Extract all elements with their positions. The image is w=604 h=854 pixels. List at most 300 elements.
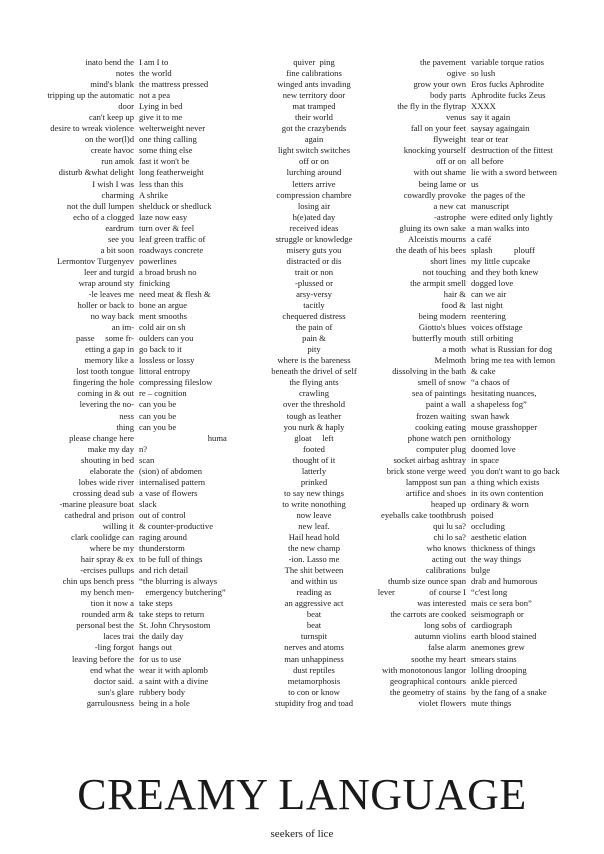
poem-line: you nurk & haply xyxy=(283,421,345,432)
poem-line: venus xyxy=(445,112,466,123)
poem-line: artifice and shoes xyxy=(405,487,466,498)
poem-line: mind's blank xyxy=(90,79,134,90)
poem-line: anemones grew xyxy=(471,642,525,653)
poem-line: light switch switches xyxy=(277,145,351,156)
poem-line: & counter-productive xyxy=(139,520,214,531)
poem-line: mouse grasshopper xyxy=(471,421,538,432)
poem-line: food & xyxy=(441,300,466,311)
poem-line: Alceistis mourns xyxy=(407,233,466,244)
poem-line: letters arrive xyxy=(292,178,336,189)
poem-line: gluing its own sake xyxy=(399,222,466,233)
poem-line: Lermontov Turgenyev xyxy=(57,255,134,266)
poem-line: poised xyxy=(471,509,494,520)
poem-line: received ideas xyxy=(289,222,339,233)
poem-line: gloat left xyxy=(294,432,334,443)
poem-line: lobes wide river xyxy=(78,476,134,487)
poem-line: re – cognition xyxy=(139,388,187,399)
poem-line: leaf green traffic of xyxy=(139,233,206,244)
poem-line: aesthetic elation xyxy=(471,532,527,543)
poem-line: acting out xyxy=(431,554,466,565)
poem-line: on the wor(l)d xyxy=(84,134,134,145)
poem-line: bulge xyxy=(471,565,491,576)
poem-line: man unhappiness xyxy=(284,653,344,664)
poem-line: a vase of flowers xyxy=(139,487,198,498)
poem-line: passe some fr- xyxy=(75,333,134,344)
poem-line: and within us xyxy=(290,576,338,587)
poem-line: powerlines xyxy=(139,255,177,266)
poem-line: -ling forgot xyxy=(94,642,134,653)
poem-line: coming in & out xyxy=(77,388,134,399)
poem-line: run amok xyxy=(101,156,134,167)
poem-line: body parts xyxy=(429,90,466,101)
poem-line: still orbiting xyxy=(471,333,514,344)
poem-line: cowardly provoke xyxy=(403,189,466,200)
poem-column-4 xyxy=(300,57,466,709)
poem-line: crossing dead sub xyxy=(72,487,134,498)
poem-line: welterweight never xyxy=(139,123,206,134)
poem-line: -astrophe xyxy=(434,211,466,222)
poem-line: charming xyxy=(101,189,134,200)
poem-line: a moth xyxy=(442,344,466,355)
poem-line: the new champ xyxy=(287,543,341,554)
poem-line: etting a gap in xyxy=(85,344,134,355)
poem-line: lurching around xyxy=(286,167,342,178)
poem-line: dust reptiles xyxy=(293,664,335,675)
poem-line: ankle pierced xyxy=(471,675,518,686)
poem-line: new territory door xyxy=(282,90,346,101)
poem-line: tear or tear xyxy=(471,134,509,145)
poem-line: thunderstorm xyxy=(139,543,185,554)
poem-line: inato bend the xyxy=(85,57,134,67)
poem-line: a bit soon xyxy=(100,244,134,255)
poem-line: & cake xyxy=(471,366,496,377)
poem-line: over the threshold xyxy=(282,399,346,410)
poem-line: a thing which exists xyxy=(471,476,540,487)
poem-line: willing it xyxy=(102,520,134,531)
poem-line: clark coolidge can xyxy=(71,532,134,543)
poem-line: lever of course I xyxy=(377,587,466,598)
poem-line: where is the bareness xyxy=(277,355,351,366)
poem-line: who knows xyxy=(426,543,466,554)
poem-line: stupidity frog and toad xyxy=(274,697,354,708)
poem-line: compressing fileslow xyxy=(139,377,213,388)
poem-line: thumb size ounce span xyxy=(387,576,466,587)
poem-line: (sion) of abdomen xyxy=(139,465,203,476)
poem-line: need meat & flesh & xyxy=(139,288,211,299)
poem-line: butterfly mouth xyxy=(412,333,466,344)
poem-line: and they both knew xyxy=(471,266,539,277)
poem-line: door xyxy=(118,101,134,112)
poem-line: tripping up the automatic xyxy=(47,90,134,101)
poem-line: was interested xyxy=(417,598,466,609)
poem-line: thing xyxy=(116,421,134,432)
poem-line: a café xyxy=(471,233,492,244)
poem-line: laze now easy xyxy=(139,211,188,222)
poem-line: not the dull lumpen xyxy=(66,200,134,211)
poem-line: take steps to return xyxy=(139,609,205,620)
poem-line: lie with a sword between xyxy=(471,167,557,178)
poem-line: a man walks into xyxy=(471,222,530,233)
poem-line: my bench men- xyxy=(80,587,134,598)
poem-line: prinked xyxy=(300,476,328,487)
poem-line: winged ants invading xyxy=(277,79,351,90)
poem-line: ordinary & worn xyxy=(471,498,529,509)
poem-line: shelduck or shedluck xyxy=(139,200,212,211)
poem-line: pity xyxy=(307,344,321,355)
poem-line: what is Russian for dog xyxy=(471,344,553,355)
poem-line: an aggressive act xyxy=(284,598,344,609)
poem-line: smears stains xyxy=(471,653,517,664)
poem-line: n? xyxy=(139,443,148,454)
poem-line: the way things xyxy=(471,554,522,565)
poem-line: -le leaves me xyxy=(88,288,134,299)
poem-line: variable torque ratios xyxy=(471,57,545,67)
poem-line: leaving before the xyxy=(71,653,134,664)
poem-line: -ion. Lasso me xyxy=(288,554,340,565)
poem-line: reentering xyxy=(471,311,506,322)
poem-line: Hail head hold xyxy=(288,532,340,543)
poem-line: beat xyxy=(306,620,322,631)
poem-line: swan hawk xyxy=(471,410,510,421)
poem-line: tion it now a xyxy=(90,598,134,609)
poem-line: disturb &what delight xyxy=(58,167,134,178)
poem-line: “c'est long xyxy=(471,587,508,598)
poem-line: one thing calling xyxy=(139,134,197,145)
poem-column-1 xyxy=(0,57,134,709)
poem-title: CREAMY LANGUAGE xyxy=(77,770,527,819)
poem-line: fast it won't be xyxy=(139,156,190,167)
poem-line: “the blurring is always xyxy=(139,576,218,587)
poem-line: last night xyxy=(471,300,503,311)
poem-line: the armpit smell xyxy=(410,277,466,288)
poem-line: emergency butchering” xyxy=(139,587,226,598)
poem-line: earth blood stained xyxy=(471,631,537,642)
poem-line: calibrations xyxy=(425,565,466,576)
poem-line: the mattress pressed xyxy=(139,79,209,90)
poem-line: can you be xyxy=(139,410,177,421)
poem-line: internalised pattern xyxy=(139,476,206,487)
poem-line: elaborate the xyxy=(89,465,134,476)
poem-line: long sobs of xyxy=(423,620,466,631)
poem-line: take steps xyxy=(139,598,173,609)
poem-line: cooking eating xyxy=(415,421,466,432)
poem-line: to write nonothing xyxy=(282,498,346,509)
poem-line: doctor said. xyxy=(93,675,134,686)
poem-line: being in a hole xyxy=(139,697,190,708)
poem-line: wrap around sty xyxy=(78,277,134,288)
poem-line: Melmoth xyxy=(434,355,466,366)
poem-line: in its own contention xyxy=(471,487,544,498)
poem-line: littoral entropy xyxy=(139,366,191,377)
poem-line: brick stone verge weed xyxy=(386,465,466,476)
poem-line: metamorphosis xyxy=(287,675,341,686)
poem-line: all before xyxy=(471,156,504,167)
poem-line: voices offstage xyxy=(471,322,523,333)
poem-line: the fly in the flytrap xyxy=(397,101,466,112)
poem-line: “a chaos of xyxy=(471,377,510,388)
poem-line: tacitly xyxy=(303,300,325,311)
poem-line: Aphrodite fucks Zeus xyxy=(471,90,546,101)
poem-line: desire to wreak violence xyxy=(50,123,134,134)
poem-line: -plussed or xyxy=(295,277,333,288)
poem-line: with monotonous langor xyxy=(381,664,466,675)
poem-line: beneath the drivel of self xyxy=(271,366,357,377)
poem-line: paint a wall xyxy=(425,399,466,410)
poem-line: the carrots are cooked xyxy=(390,609,466,620)
poem-line: tough as leather xyxy=(286,410,342,421)
poem-line: turn over & feel xyxy=(139,222,195,233)
poem-line: computer plug xyxy=(416,443,466,454)
poem-line: splash plouff xyxy=(471,244,535,255)
poem-line: turnspit xyxy=(300,631,328,642)
poem-line: smell of snow xyxy=(417,377,466,388)
poem-line: give it to me xyxy=(139,112,183,123)
poem-line: by the fang of a snake xyxy=(471,686,547,697)
poem-line: ment smooths xyxy=(139,311,187,322)
poem-line: create havoc xyxy=(90,145,134,156)
poem-subtitle: seekers of lice xyxy=(270,828,334,840)
poem-line: now leave xyxy=(296,509,332,520)
poem-line: destruction of the fittest xyxy=(471,145,553,156)
poem-line: roadways concrete xyxy=(139,244,204,255)
poem-line: a shapeless fog” xyxy=(471,399,527,410)
poem-line: ness xyxy=(119,410,134,421)
poem-line: can you be xyxy=(139,399,177,410)
poem-line: got the crazybends xyxy=(281,123,347,134)
poem-line: occluding xyxy=(471,520,505,531)
poem-line: chequered distress xyxy=(282,311,346,322)
poem-line: manuscript xyxy=(471,200,510,211)
poem-line: notes xyxy=(115,68,134,79)
poem-line: being lame or xyxy=(418,178,466,189)
poem-line: make my day xyxy=(87,443,134,454)
poem-line: bring me tea with lemon xyxy=(471,355,556,366)
poem-line: crawling xyxy=(298,388,330,399)
poem-line: fall on your feet xyxy=(410,123,466,134)
poem-line: holler or back to xyxy=(77,300,134,311)
poem-line: rubbery body xyxy=(139,686,186,697)
poem-line: can you be xyxy=(139,421,177,432)
poem-line: a new cat xyxy=(433,200,466,211)
poem-line: ornithology xyxy=(471,432,512,443)
poem-line: levering the no- xyxy=(79,399,134,410)
poem-line: thought of it xyxy=(292,454,336,465)
poem-line: mute things xyxy=(471,697,512,708)
poem-line: a broad brush no xyxy=(139,266,197,277)
poem-line: in space xyxy=(471,454,499,465)
poem-line: their world xyxy=(295,112,333,123)
poem-line: rounded arm & xyxy=(81,609,134,620)
poem-line: the geometry of stains xyxy=(389,686,466,697)
poem-line: the pain of xyxy=(295,322,333,333)
poem-line: eardrum xyxy=(105,222,134,233)
poem-line: dogged love xyxy=(471,277,514,288)
poem-line: to be full of things xyxy=(139,554,203,565)
poem-line: the flying ants xyxy=(289,377,339,388)
poem-line: hangs out xyxy=(139,642,173,653)
poem-line: see you xyxy=(107,233,134,244)
poem-line: to con or know xyxy=(288,686,340,697)
poem-line: -marine pleasure boat xyxy=(59,498,134,509)
poem-line: fine calibrations xyxy=(286,68,342,79)
poem-line: to say new things xyxy=(284,487,344,498)
poem-line: lamppost sun pan xyxy=(405,476,466,487)
poem-line: saysay againgain xyxy=(471,123,530,134)
poem-line: laces trai xyxy=(103,631,134,642)
poem-line: off or on xyxy=(299,156,329,167)
poem-line: off or on xyxy=(436,156,466,167)
poem-line: cold air on sh xyxy=(139,322,186,333)
poem-line: and rich detail xyxy=(139,565,189,576)
poem-line: The shit between xyxy=(284,565,344,576)
poem-line: scan xyxy=(139,454,155,465)
poem-line: violet flowers xyxy=(418,697,466,708)
poem-line: out of control xyxy=(139,509,186,520)
poem-line: finicking xyxy=(139,277,171,288)
poem-line: were edited only lightly xyxy=(471,211,553,222)
poem-line: fingering the hole xyxy=(72,377,134,388)
poem-line: sun's glare xyxy=(97,686,134,697)
poem-line: chin ups bench press xyxy=(62,576,134,587)
poem-line: raging around xyxy=(139,532,187,543)
poem-line: I am I to xyxy=(139,57,169,67)
poem-line: the daily day xyxy=(139,631,184,642)
poem-line: false alarm xyxy=(428,642,466,653)
poem-line: please change here xyxy=(69,432,134,443)
poem-line: leer and turgid xyxy=(84,266,134,277)
poem-line: distracted or dis xyxy=(286,255,342,266)
poem-line: shouting in bed xyxy=(81,454,134,465)
poem-line: where be my xyxy=(89,543,134,554)
poem-line: doomed love xyxy=(471,443,516,454)
poem-line: slack xyxy=(139,498,157,509)
poem-line: memory like a xyxy=(84,355,134,366)
poem-line: nerves and atoms xyxy=(284,642,344,653)
poem-line: chi lo sa? xyxy=(433,532,466,543)
poem-line: trait or non xyxy=(294,266,334,277)
poem-line: bone an argue xyxy=(139,300,188,311)
poem-line: not a pea xyxy=(139,90,171,101)
poem-line: I wish I was xyxy=(92,178,134,189)
poem-line: quiver ping xyxy=(293,57,335,67)
poem-line: end what the xyxy=(90,664,134,675)
poem-line: wear it with aplomb xyxy=(139,664,208,675)
poem-line: hesitating nuances, xyxy=(471,388,537,399)
poem-line: being modern xyxy=(418,311,466,322)
poem-line: not touching xyxy=(422,266,466,277)
poem-line: thickness of things xyxy=(471,543,536,554)
poem-line: phone watch pen xyxy=(407,432,466,443)
poem-line: beat xyxy=(306,609,322,620)
poem-line: the pavement xyxy=(419,57,466,67)
poem-line: echo of a clogged xyxy=(73,211,134,222)
poem-line: for us to use xyxy=(139,653,182,664)
poem-line: can we air xyxy=(471,288,507,299)
poem-line: knocking yourself xyxy=(403,145,466,156)
poem-line: flyweight xyxy=(433,134,466,145)
poem-line: arsy-versy xyxy=(296,288,332,299)
poem-line: long featherweight xyxy=(139,167,204,178)
poem-line: eyeballs cake toothbrush xyxy=(381,509,466,520)
poem-line: ogive xyxy=(446,68,466,79)
poem-line: drab and humorous xyxy=(471,576,538,587)
poem-line: socket airbag ashtray xyxy=(393,454,466,465)
poem-line: Lying in bed xyxy=(139,101,183,112)
poem-line: hair spray & ex xyxy=(80,554,134,565)
poem-line: the world xyxy=(139,68,172,79)
poem-line: Eros fucks Aphrodite xyxy=(471,79,545,90)
poem-line: footed xyxy=(303,443,325,454)
poem-line: mais ce sera bon” xyxy=(471,598,532,609)
poem-line: hair & xyxy=(443,288,466,299)
poem-line: no way back xyxy=(90,311,134,322)
poem-line: some thing else xyxy=(139,145,193,156)
poem-line: reading as xyxy=(296,587,332,598)
poem-line: lossless or lossy xyxy=(139,355,195,366)
poem-line: soothe my heart xyxy=(411,653,466,664)
poem-line: short lines xyxy=(430,255,466,266)
poem-line: the pages of the xyxy=(471,189,526,200)
poem-line: sea of paintings xyxy=(412,388,466,399)
poem-line: my little cupcake xyxy=(471,255,531,266)
poem-line: misery guts you xyxy=(286,244,342,255)
poem-line: oulders can you xyxy=(139,333,194,344)
poem-line: dissolving in the bath xyxy=(392,366,466,377)
poem-line: lost tooth tongue xyxy=(76,366,134,377)
poem-line: pain & xyxy=(302,333,326,344)
poem-line: A shrike xyxy=(139,189,168,200)
poem-line: struggle or knowledge xyxy=(275,233,353,244)
poem-line: latterly xyxy=(301,465,327,476)
poem-line: lolling drooping xyxy=(471,664,527,675)
poem-line: so lush xyxy=(471,68,496,79)
poem-line: the death of his bees xyxy=(395,244,466,255)
poem-line: autumn violins xyxy=(414,631,466,642)
poem-line: you don't want to go back xyxy=(471,465,560,476)
poem-line: personal best the xyxy=(76,620,134,631)
poem-line: -ercises pullups xyxy=(80,565,134,576)
poem-line: huma xyxy=(139,432,227,443)
poem-column-5 xyxy=(471,57,604,709)
poem-line: new leaf. xyxy=(298,520,330,531)
poem-line: cathedral and prison xyxy=(64,509,134,520)
poem-line: with out shame xyxy=(413,167,466,178)
poem-line: an im- xyxy=(111,322,134,333)
poem-line: can't keep up xyxy=(89,112,134,123)
poem-line: again xyxy=(304,134,324,145)
poem-line: less than this xyxy=(139,178,184,189)
poem-line: qui lu sa? xyxy=(433,520,466,531)
poem-line: frozen waiting xyxy=(416,410,466,421)
poem-line: geographical contours xyxy=(389,675,466,686)
poem-line: grow your own xyxy=(413,79,466,90)
poem-line: us xyxy=(471,178,479,189)
poem-line: seismograph or xyxy=(471,609,524,620)
poem-line: St. John Chrysostom xyxy=(139,620,211,631)
poem-line: cardiograph xyxy=(471,620,513,631)
poem-line: compression chambre xyxy=(276,189,352,200)
poem-line: heaped up xyxy=(430,498,466,509)
poem-line: h(e)ated day xyxy=(292,211,336,222)
poem-line: say it again xyxy=(471,112,511,123)
poem-line: Giotto's blues xyxy=(418,322,466,333)
poem-line: garrulousness xyxy=(86,697,134,708)
poem-line: go back to it xyxy=(139,344,182,355)
poem-line: losing air xyxy=(297,200,331,211)
poem-line: mat tramped xyxy=(292,101,336,112)
poem-line: a saint with a divine xyxy=(139,675,209,686)
poem-line: XXXX xyxy=(471,101,496,112)
